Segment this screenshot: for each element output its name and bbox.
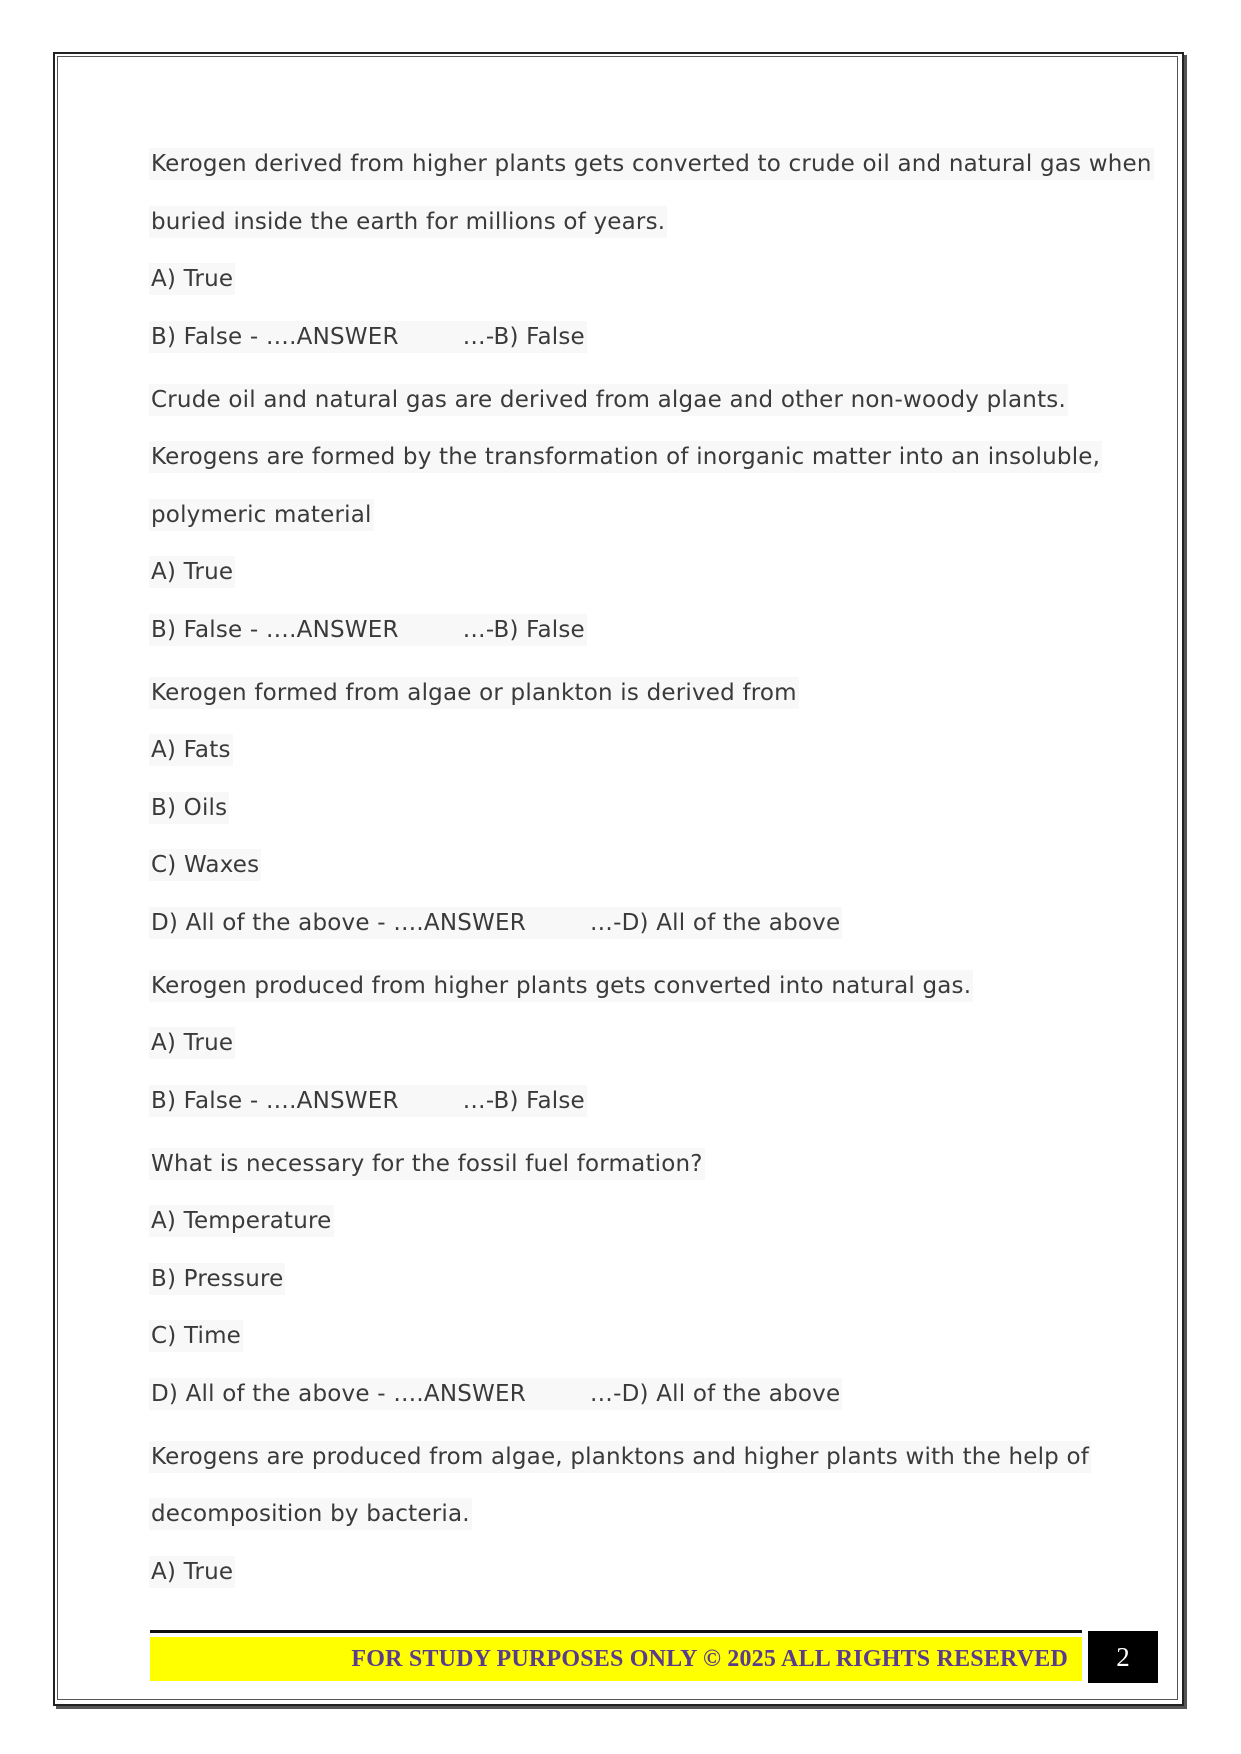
option-line: C) Time [149, 1320, 1099, 1378]
option-line: A) True [149, 263, 1099, 321]
text-line: Crude oil and natural gas are derived from algae and other non-woody plants. [149, 384, 1099, 442]
answer-value: …-B) False [462, 323, 585, 350]
text-line: Kerogen produced from higher plants gets converted into natural gas. [149, 970, 1099, 1028]
text-line: decomposition by bacteria. [149, 1498, 1099, 1556]
text-line: polymeric material [149, 499, 1099, 557]
option-line: A) True [149, 1027, 1099, 1085]
text-line: Kerogen derived from higher plants gets converted to crude oil and natural gas when [149, 148, 1099, 206]
answer-value: …-D) All of the above [589, 909, 841, 936]
answer-value: …-B) False [462, 616, 585, 643]
text-line: buried inside the earth for millions of years. [149, 206, 1099, 264]
option-line: A) True [149, 556, 1099, 614]
answer-value: …-D) All of the above [589, 1380, 841, 1407]
answer-line [149, 907, 1099, 970]
option-line: B) Oils [149, 792, 1099, 850]
page-number: 2 [1088, 1631, 1158, 1683]
text-line: Kerogen formed from algae or plankton is derived from [149, 677, 1099, 735]
answer-option: D) All of the above - ….ANSWER [151, 909, 526, 936]
option-line: C) Waxes [149, 849, 1099, 907]
answer-line [149, 614, 1099, 677]
option-line: A) Fats [149, 734, 1099, 792]
answer-option: D) All of the above - ….ANSWER [151, 1380, 526, 1407]
answer-option: B) False - ….ANSWER [151, 616, 399, 643]
answer-option: B) False - ….ANSWER [151, 323, 399, 350]
option-line: A) Temperature [149, 1205, 1099, 1263]
answer-option: B) False - ….ANSWER [151, 1087, 399, 1114]
text-line: Kerogens are formed by the transformation of inorganic matter into an insoluble, [149, 441, 1099, 499]
footer-banner [150, 1637, 1082, 1681]
answer-value: …-B) False [462, 1087, 585, 1114]
footer-copyright: FOR STUDY PURPOSES ONLY © 2025 ALL RIGHTS RESERVED [351, 1645, 1068, 1672]
answer-line [149, 1085, 1099, 1148]
answer-line [149, 1378, 1099, 1441]
text-line: What is necessary for the fossil fuel formation? [149, 1148, 1099, 1206]
option-line: A) True [149, 1556, 1099, 1614]
option-line: B) Pressure [149, 1263, 1099, 1321]
text-line: Kerogens are produced from algae, planktons and higher plants with the help of [149, 1441, 1099, 1499]
document-body [149, 148, 1152, 1613]
footer-divider [150, 1630, 1082, 1633]
answer-line [149, 321, 1099, 384]
